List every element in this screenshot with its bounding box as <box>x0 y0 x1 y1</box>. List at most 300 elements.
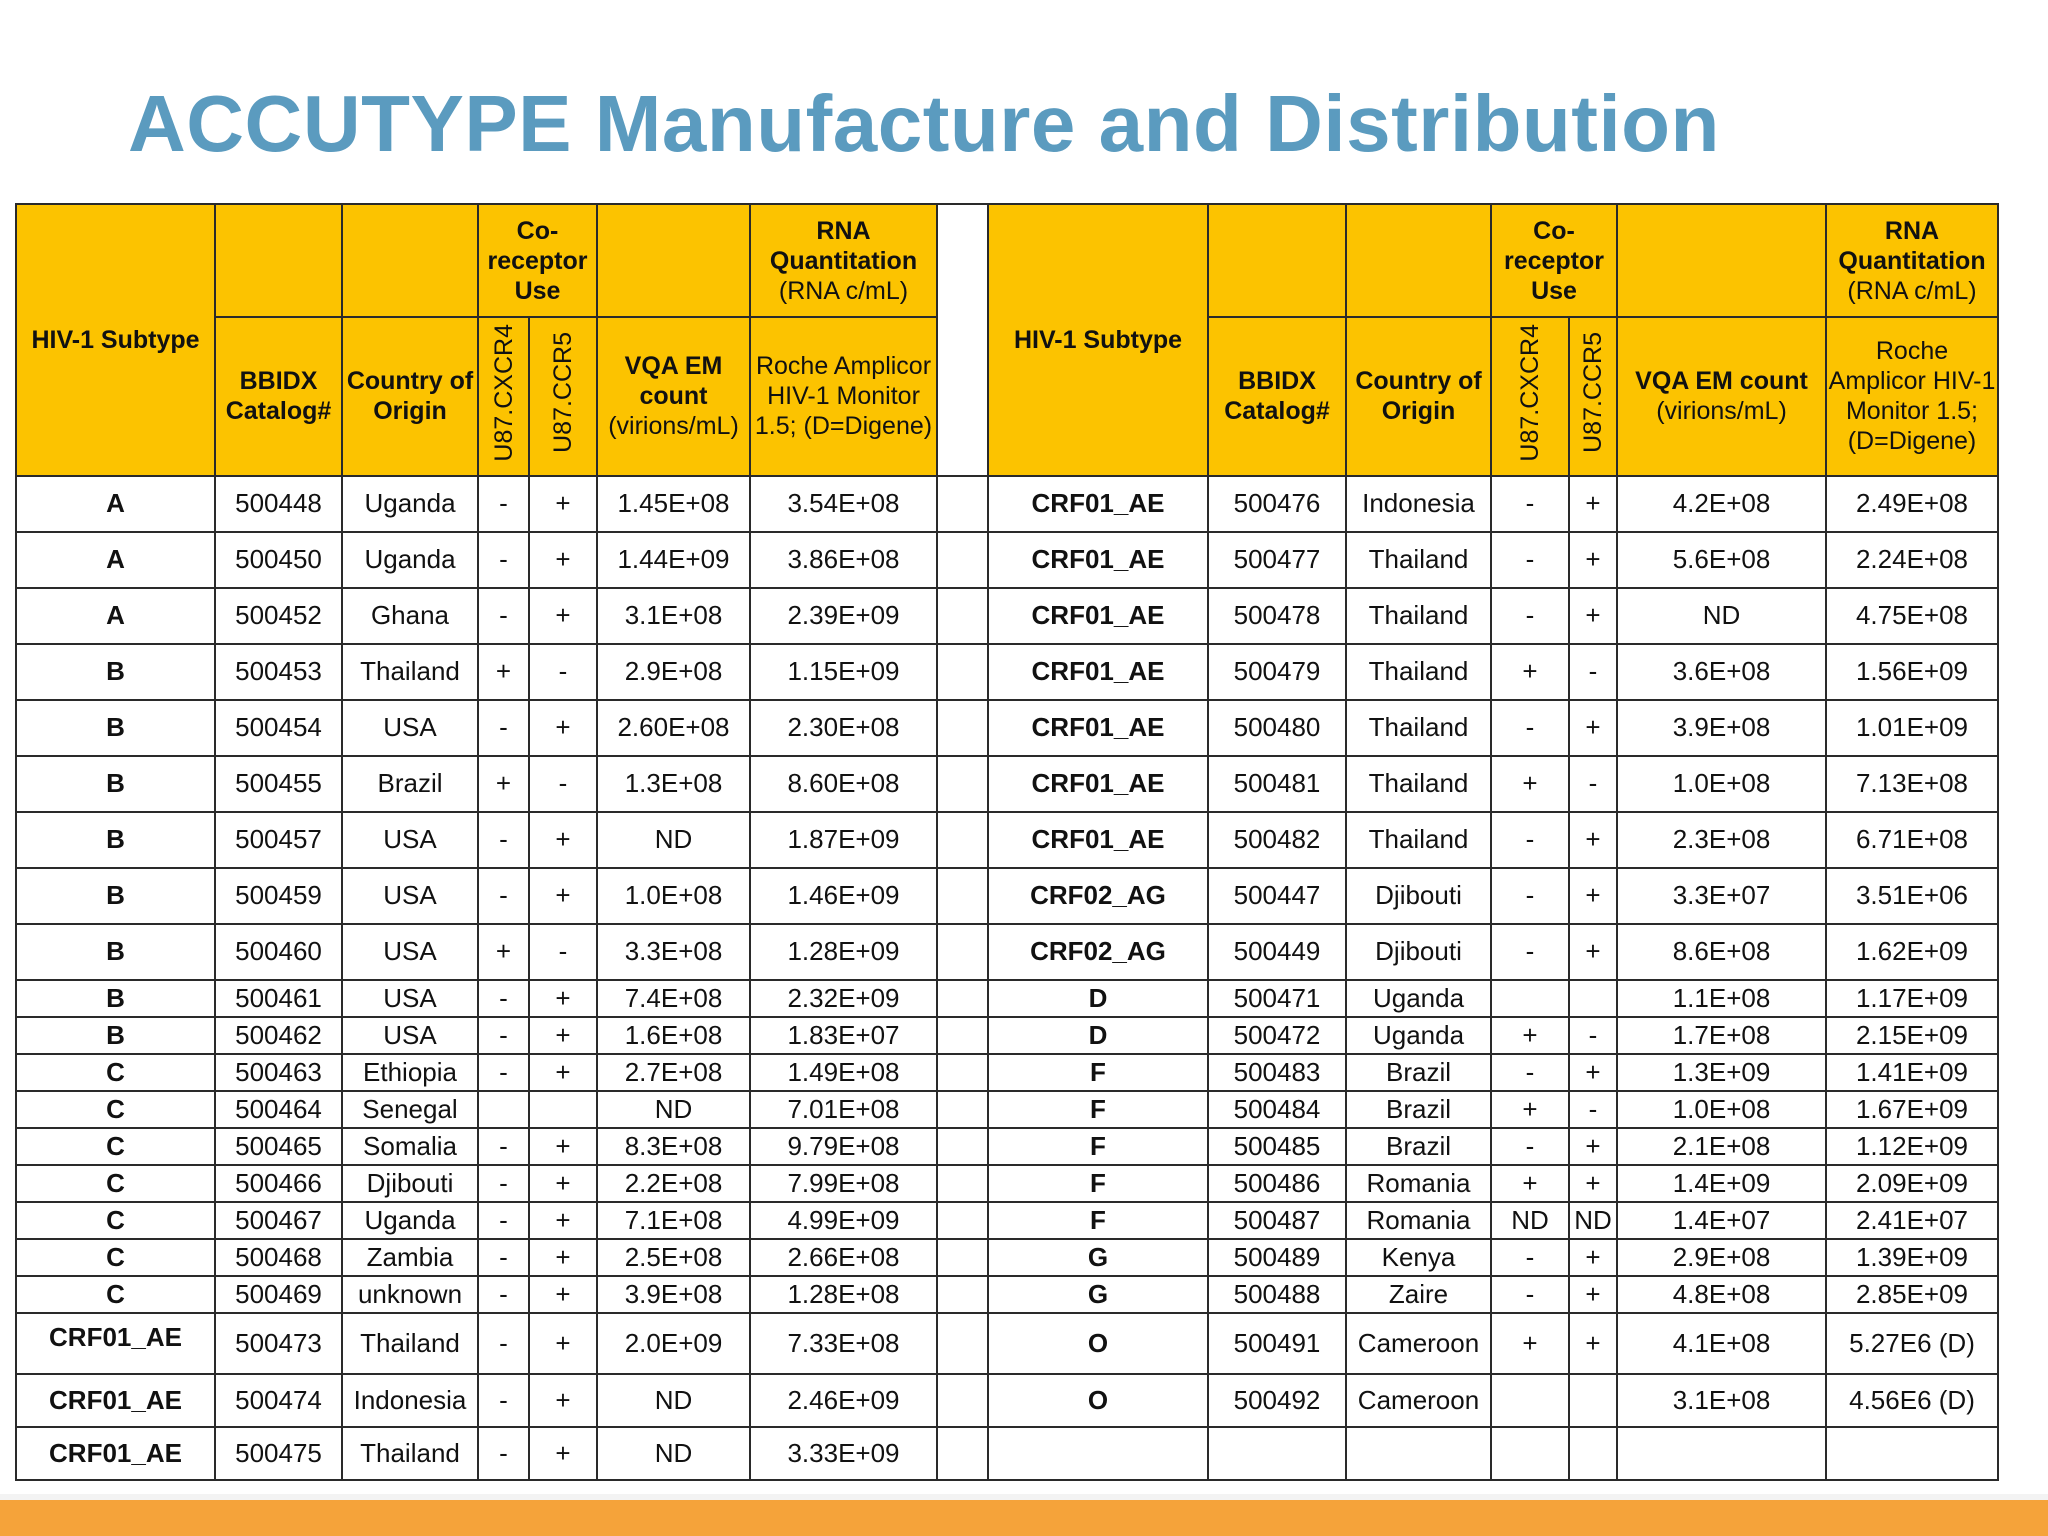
header-vqa <box>597 317 750 476</box>
right-rna-count-cell: 1.67E+09 <box>1826 1091 1998 1128</box>
right-vqa-count-cell: 5.6E+08 <box>1617 532 1826 588</box>
right-cxcr4-cell: - <box>1491 868 1569 924</box>
right-subtype-cell: CRF01_AE <box>988 644 1208 700</box>
left-country-cell: Thailand <box>342 1313 478 1374</box>
left-rna-count-cell: 1.28E+09 <box>750 924 937 980</box>
right-rna-count-cell: 2.85E+09 <box>1826 1276 1998 1313</box>
left-country-cell: USA <box>342 868 478 924</box>
header-catalog-right: BBIDX Catalog# <box>1208 317 1346 476</box>
right-subtype-cell <box>988 1427 1208 1480</box>
left-rna-count-cell: 7.01E+08 <box>750 1091 937 1128</box>
header-ccr5-label-right: U87.CCR5 <box>1579 332 1607 454</box>
right-catalog-cell: 500488 <box>1208 1276 1346 1313</box>
gap-cell <box>937 812 988 868</box>
right-cxcr4-cell: - <box>1491 1276 1569 1313</box>
right-cxcr4-cell: + <box>1491 1017 1569 1054</box>
right-country-cell: Djibouti <box>1346 924 1491 980</box>
header-rna-unit-right: (RNA c/mL) <box>1847 276 1977 305</box>
left-catalog-cell: 500467 <box>215 1202 342 1239</box>
gap-cell <box>937 1374 988 1427</box>
header-cxcr4-label-right: U87.CXCR4 <box>1516 324 1544 462</box>
right-country-cell: Cameroon <box>1346 1313 1491 1374</box>
left-vqa-count-cell: 2.2E+08 <box>597 1165 750 1202</box>
right-rna-count-cell: 1.56E+09 <box>1826 644 1998 700</box>
left-subtype-cell: C <box>16 1165 215 1202</box>
right-catalog-cell: 500481 <box>1208 756 1346 812</box>
left-vqa-count-cell: 7.1E+08 <box>597 1202 750 1239</box>
right-vqa-count-cell: 2.1E+08 <box>1617 1128 1826 1165</box>
left-catalog-cell: 500455 <box>215 756 342 812</box>
right-catalog-cell: 500485 <box>1208 1128 1346 1165</box>
left-rna-count-cell: 1.28E+08 <box>750 1276 937 1313</box>
left-cxcr4-cell: - <box>478 1427 529 1480</box>
left-country-cell: Ethiopia <box>342 1054 478 1091</box>
left-vqa-count-cell: 8.3E+08 <box>597 1128 750 1165</box>
right-vqa-count-cell: 4.1E+08 <box>1617 1313 1826 1374</box>
left-vqa-count-cell: 2.7E+08 <box>597 1054 750 1091</box>
left-cxcr4-cell: + <box>478 924 529 980</box>
right-vqa-count-cell <box>1617 1427 1826 1480</box>
right-cxcr4-cell: - <box>1491 532 1569 588</box>
header-ccr5-label: U87.CCR5 <box>549 332 577 454</box>
gap-cell <box>937 1091 988 1128</box>
left-subtype-cell: B <box>16 644 215 700</box>
left-subtype-cell: B <box>16 1017 215 1054</box>
gap-cell <box>937 700 988 756</box>
left-ccr5-cell <box>529 1091 597 1128</box>
right-country-cell: Romania <box>1346 1165 1491 1202</box>
footer-bar <box>0 1500 2048 1536</box>
left-country-cell: USA <box>342 1017 478 1054</box>
header-gap <box>937 204 988 476</box>
table-row <box>16 1017 1998 1054</box>
right-rna-count-cell: 7.13E+08 <box>1826 756 1998 812</box>
header-rna <box>750 204 937 317</box>
left-subtype-cell: B <box>16 924 215 980</box>
table-row <box>16 812 1998 868</box>
right-ccr5-cell <box>1569 1374 1617 1427</box>
right-country-cell: Thailand <box>1346 700 1491 756</box>
right-catalog-cell: 500447 <box>1208 868 1346 924</box>
left-cxcr4-cell: - <box>478 980 529 1017</box>
left-rna-count-cell: 2.66E+08 <box>750 1239 937 1276</box>
left-subtype-cell: A <box>16 588 215 644</box>
left-catalog-cell: 500452 <box>215 588 342 644</box>
left-catalog-cell: 500463 <box>215 1054 342 1091</box>
left-ccr5-cell: + <box>529 1202 597 1239</box>
left-catalog-cell: 500465 <box>215 1128 342 1165</box>
left-country-cell: unknown <box>342 1276 478 1313</box>
right-vqa-count-cell: 8.6E+08 <box>1617 924 1826 980</box>
left-subtype-cell: CRF01_AE <box>16 1427 215 1480</box>
right-ccr5-cell: + <box>1569 476 1617 532</box>
header-rna-right <box>1826 204 1998 317</box>
right-rna-count-cell: 5.27E6 (D) <box>1826 1313 1998 1374</box>
header-roche: Roche Amplicor HIV-1 Monitor 1.5; (D=Digene) <box>750 317 937 476</box>
header-country: Country of Origin <box>342 317 478 476</box>
left-ccr5-cell: - <box>529 924 597 980</box>
right-vqa-count-cell: 1.4E+09 <box>1617 1165 1826 1202</box>
right-ccr5-cell: - <box>1569 756 1617 812</box>
right-catalog-cell: 500476 <box>1208 476 1346 532</box>
left-rna-count-cell: 3.54E+08 <box>750 476 937 532</box>
left-vqa-count-cell: 1.44E+09 <box>597 532 750 588</box>
header-blank <box>1346 204 1491 317</box>
right-country-cell: Uganda <box>1346 980 1491 1017</box>
left-country-cell: Uganda <box>342 476 478 532</box>
right-cxcr4-cell <box>1491 1427 1569 1480</box>
right-cxcr4-cell <box>1491 980 1569 1017</box>
right-rna-count-cell <box>1826 1427 1998 1480</box>
left-cxcr4-cell: - <box>478 1017 529 1054</box>
header-roche-right: Roche Amplicor HIV-1 Monitor 1.5; (D=Digene) <box>1826 317 1998 476</box>
left-vqa-count-cell: 3.3E+08 <box>597 924 750 980</box>
right-rna-count-cell: 2.15E+09 <box>1826 1017 1998 1054</box>
left-subtype-cell: B <box>16 868 215 924</box>
left-catalog-cell: 500453 <box>215 644 342 700</box>
table-row <box>16 700 1998 756</box>
left-country-cell: Thailand <box>342 644 478 700</box>
right-cxcr4-cell: + <box>1491 1313 1569 1374</box>
right-country-cell: Cameroon <box>1346 1374 1491 1427</box>
right-country-cell <box>1346 1427 1491 1480</box>
right-ccr5-cell: + <box>1569 1313 1617 1374</box>
left-ccr5-cell: + <box>529 1239 597 1276</box>
right-rna-count-cell: 1.41E+09 <box>1826 1054 1998 1091</box>
right-rna-count-cell: 2.24E+08 <box>1826 532 1998 588</box>
left-rna-count-cell: 2.32E+09 <box>750 980 937 1017</box>
table-row <box>16 644 1998 700</box>
left-subtype-cell: B <box>16 812 215 868</box>
left-cxcr4-cell: - <box>478 1313 529 1374</box>
right-vqa-count-cell: 2.3E+08 <box>1617 812 1826 868</box>
table-row <box>16 1165 1998 1202</box>
left-rna-count-cell: 1.46E+09 <box>750 868 937 924</box>
gap-cell <box>937 756 988 812</box>
right-rna-count-cell: 4.75E+08 <box>1826 588 1998 644</box>
left-ccr5-cell: + <box>529 1276 597 1313</box>
left-ccr5-cell: + <box>529 812 597 868</box>
right-rna-count-cell: 1.17E+09 <box>1826 980 1998 1017</box>
left-country-cell: Ghana <box>342 588 478 644</box>
gap-cell <box>937 868 988 924</box>
header-vqa-title: VQA EM count <box>624 352 723 411</box>
right-catalog-cell: 500472 <box>1208 1017 1346 1054</box>
right-ccr5-cell: - <box>1569 1017 1617 1054</box>
left-vqa-count-cell: 2.0E+09 <box>597 1313 750 1374</box>
left-ccr5-cell: + <box>529 476 597 532</box>
table-row <box>16 1091 1998 1128</box>
left-cxcr4-cell: - <box>478 1239 529 1276</box>
header-cxcr4 <box>478 317 529 476</box>
right-country-cell: Kenya <box>1346 1239 1491 1276</box>
right-vqa-count-cell: 4.8E+08 <box>1617 1276 1826 1313</box>
right-cxcr4-cell: - <box>1491 700 1569 756</box>
left-cxcr4-cell: - <box>478 1054 529 1091</box>
right-subtype-cell: CRF01_AE <box>988 812 1208 868</box>
right-country-cell: Thailand <box>1346 532 1491 588</box>
right-cxcr4-cell: - <box>1491 476 1569 532</box>
left-rna-count-cell: 4.99E+09 <box>750 1202 937 1239</box>
right-catalog-cell: 500477 <box>1208 532 1346 588</box>
right-ccr5-cell: + <box>1569 700 1617 756</box>
right-catalog-cell: 500482 <box>1208 812 1346 868</box>
right-country-cell: Djibouti <box>1346 868 1491 924</box>
left-cxcr4-cell: - <box>478 1165 529 1202</box>
left-country-cell: Indonesia <box>342 1374 478 1427</box>
table-body <box>16 476 1998 1480</box>
left-vqa-count-cell: 1.6E+08 <box>597 1017 750 1054</box>
right-vqa-count-cell: 1.0E+08 <box>1617 1091 1826 1128</box>
right-country-cell: Zaire <box>1346 1276 1491 1313</box>
left-cxcr4-cell: - <box>478 1276 529 1313</box>
right-ccr5-cell: + <box>1569 1165 1617 1202</box>
right-vqa-count-cell: 3.6E+08 <box>1617 644 1826 700</box>
left-subtype-cell: B <box>16 980 215 1017</box>
right-cxcr4-cell: + <box>1491 1165 1569 1202</box>
right-ccr5-cell: + <box>1569 532 1617 588</box>
right-rna-count-cell: 6.71E+08 <box>1826 812 1998 868</box>
gap-cell <box>937 1427 988 1480</box>
left-ccr5-cell: + <box>529 980 597 1017</box>
left-subtype-cell: C <box>16 1239 215 1276</box>
left-catalog-cell: 500454 <box>215 700 342 756</box>
left-catalog-cell: 500466 <box>215 1165 342 1202</box>
header-vqa-title-right: VQA EM count <box>1635 367 1808 396</box>
left-subtype-cell: A <box>16 476 215 532</box>
right-country-cell: Brazil <box>1346 1128 1491 1165</box>
right-country-cell: Thailand <box>1346 588 1491 644</box>
right-vqa-count-cell: 3.9E+08 <box>1617 700 1826 756</box>
left-ccr5-cell: - <box>529 644 597 700</box>
header-vqa-right <box>1617 317 1826 476</box>
right-ccr5-cell: + <box>1569 924 1617 980</box>
right-subtype-cell: G <box>988 1239 1208 1276</box>
left-cxcr4-cell: - <box>478 1128 529 1165</box>
right-subtype-cell: CRF01_AE <box>988 756 1208 812</box>
left-country-cell: Senegal <box>342 1091 478 1128</box>
left-cxcr4-cell: - <box>478 588 529 644</box>
table-row <box>16 924 1998 980</box>
right-subtype-cell: F <box>988 1202 1208 1239</box>
header-subtype: HIV-1 Subtype <box>16 204 215 476</box>
right-vqa-count-cell: 1.7E+08 <box>1617 1017 1826 1054</box>
table-row <box>16 1239 1998 1276</box>
header-coreceptor-right: Co-receptor Use <box>1491 204 1617 317</box>
left-cxcr4-cell: + <box>478 756 529 812</box>
left-catalog-cell: 500474 <box>215 1374 342 1427</box>
right-ccr5-cell: + <box>1569 1239 1617 1276</box>
gap-cell <box>937 1276 988 1313</box>
right-vqa-count-cell: 1.0E+08 <box>1617 756 1826 812</box>
right-rna-count-cell: 1.01E+09 <box>1826 700 1998 756</box>
table-row <box>16 1054 1998 1091</box>
right-subtype-cell: CRF01_AE <box>988 476 1208 532</box>
gap-cell <box>937 1128 988 1165</box>
left-rna-count-cell: 1.87E+09 <box>750 812 937 868</box>
left-rna-count-cell: 7.33E+08 <box>750 1313 937 1374</box>
right-cxcr4-cell: - <box>1491 812 1569 868</box>
right-cxcr4-cell: - <box>1491 1054 1569 1091</box>
left-ccr5-cell: + <box>529 1017 597 1054</box>
header-blank <box>597 204 750 317</box>
table-row <box>16 1374 1998 1427</box>
left-subtype-cell: A <box>16 532 215 588</box>
left-country-cell: Zambia <box>342 1239 478 1276</box>
right-ccr5-cell: + <box>1569 812 1617 868</box>
header-blank <box>215 204 342 317</box>
gap-cell <box>937 532 988 588</box>
left-cxcr4-cell: - <box>478 1202 529 1239</box>
header-rna-title-right: RNA Quantitation <box>1838 216 1986 275</box>
left-rna-count-cell: 8.60E+08 <box>750 756 937 812</box>
left-vqa-count-cell: 7.4E+08 <box>597 980 750 1017</box>
left-ccr5-cell: + <box>529 588 597 644</box>
right-rna-count-cell: 2.09E+09 <box>1826 1165 1998 1202</box>
right-ccr5-cell: + <box>1569 868 1617 924</box>
right-subtype-cell: CRF01_AE <box>988 532 1208 588</box>
left-cxcr4-cell: - <box>478 812 529 868</box>
right-rna-count-cell: 2.41E+07 <box>1826 1202 1998 1239</box>
right-rna-count-cell: 1.39E+09 <box>1826 1239 1998 1276</box>
left-cxcr4-cell: - <box>478 532 529 588</box>
table-row <box>16 756 1998 812</box>
right-ccr5-cell <box>1569 980 1617 1017</box>
right-rna-count-cell: 2.49E+08 <box>1826 476 1998 532</box>
right-country-cell: Uganda <box>1346 1017 1491 1054</box>
right-catalog-cell: 500487 <box>1208 1202 1346 1239</box>
right-country-cell: Romania <box>1346 1202 1491 1239</box>
right-catalog-cell: 500480 <box>1208 700 1346 756</box>
header-rna-unit: (RNA c/mL) <box>778 276 909 305</box>
right-subtype-cell: CRF01_AE <box>988 700 1208 756</box>
right-subtype-cell: O <box>988 1313 1208 1374</box>
right-country-cell: Brazil <box>1346 1091 1491 1128</box>
gap-cell <box>937 588 988 644</box>
right-subtype-cell: CRF01_AE <box>988 588 1208 644</box>
left-subtype-cell: C <box>16 1276 215 1313</box>
right-rna-count-cell: 4.56E6 (D) <box>1826 1374 1998 1427</box>
right-catalog-cell: 500479 <box>1208 644 1346 700</box>
right-vqa-count-cell: ND <box>1617 588 1826 644</box>
header-vqa-unit: (virions/mL) <box>608 412 739 441</box>
right-ccr5-cell: - <box>1569 1091 1617 1128</box>
table-row <box>16 1128 1998 1165</box>
right-cxcr4-cell: - <box>1491 1128 1569 1165</box>
left-rna-count-cell: 3.86E+08 <box>750 532 937 588</box>
left-catalog-cell: 500469 <box>215 1276 342 1313</box>
right-cxcr4-cell: - <box>1491 588 1569 644</box>
right-ccr5-cell <box>1569 1427 1617 1480</box>
left-country-cell: USA <box>342 980 478 1017</box>
right-vqa-count-cell: 1.3E+09 <box>1617 1054 1826 1091</box>
right-ccr5-cell: + <box>1569 1276 1617 1313</box>
left-catalog-cell: 500457 <box>215 812 342 868</box>
right-ccr5-cell: - <box>1569 644 1617 700</box>
right-country-cell: Indonesia <box>1346 476 1491 532</box>
left-catalog-cell: 500464 <box>215 1091 342 1128</box>
right-vqa-count-cell: 1.4E+07 <box>1617 1202 1826 1239</box>
left-ccr5-cell: + <box>529 1165 597 1202</box>
left-ccr5-cell: - <box>529 756 597 812</box>
left-rna-count-cell: 2.30E+08 <box>750 700 937 756</box>
right-cxcr4-cell: + <box>1491 756 1569 812</box>
left-subtype-cell: C <box>16 1054 215 1091</box>
right-ccr5-cell: + <box>1569 1054 1617 1091</box>
header-blank <box>1208 204 1346 317</box>
left-subtype-cell: B <box>16 700 215 756</box>
gap-cell <box>937 980 988 1017</box>
right-subtype-cell: F <box>988 1165 1208 1202</box>
gap-cell <box>937 1054 988 1091</box>
left-country-cell: USA <box>342 812 478 868</box>
right-country-cell: Thailand <box>1346 812 1491 868</box>
slide-title: ACCUTYPE Manufacture and Distribution <box>128 79 1720 168</box>
left-vqa-count-cell: 1.3E+08 <box>597 756 750 812</box>
right-subtype-cell: F <box>988 1091 1208 1128</box>
header-subtype-right: HIV-1 Subtype <box>988 204 1208 476</box>
gap-cell <box>937 1165 988 1202</box>
left-vqa-count-cell: 3.9E+08 <box>597 1276 750 1313</box>
left-cxcr4-cell: + <box>478 644 529 700</box>
table-row <box>16 1276 1998 1313</box>
left-vqa-count-cell: 2.5E+08 <box>597 1239 750 1276</box>
left-rna-count-cell: 2.46E+09 <box>750 1374 937 1427</box>
left-rna-count-cell: 1.83E+07 <box>750 1017 937 1054</box>
right-ccr5-cell: + <box>1569 1128 1617 1165</box>
right-country-cell: Brazil <box>1346 1054 1491 1091</box>
left-catalog-cell: 500475 <box>215 1427 342 1480</box>
left-vqa-count-cell: ND <box>597 1374 750 1427</box>
right-rna-count-cell: 1.12E+09 <box>1826 1128 1998 1165</box>
left-rna-count-cell: 9.79E+08 <box>750 1128 937 1165</box>
left-cxcr4-cell: - <box>478 868 529 924</box>
right-catalog-cell: 500489 <box>1208 1239 1346 1276</box>
left-cxcr4-cell: - <box>478 700 529 756</box>
left-ccr5-cell: + <box>529 532 597 588</box>
left-country-cell: Djibouti <box>342 1165 478 1202</box>
left-catalog-cell: 500448 <box>215 476 342 532</box>
left-ccr5-cell: + <box>529 1054 597 1091</box>
right-rna-count-cell: 1.62E+09 <box>1826 924 1998 980</box>
right-catalog-cell: 500471 <box>1208 980 1346 1017</box>
right-catalog-cell: 500484 <box>1208 1091 1346 1128</box>
right-catalog-cell: 500478 <box>1208 588 1346 644</box>
left-catalog-cell: 500450 <box>215 532 342 588</box>
gap-cell <box>937 1239 988 1276</box>
right-subtype-cell: CRF02_AG <box>988 924 1208 980</box>
header-country-right: Country of Origin <box>1346 317 1491 476</box>
right-vqa-count-cell: 3.1E+08 <box>1617 1374 1826 1427</box>
right-country-cell: Thailand <box>1346 644 1491 700</box>
left-vqa-count-cell: 3.1E+08 <box>597 588 750 644</box>
gap-cell <box>937 924 988 980</box>
left-vqa-count-cell: ND <box>597 1427 750 1480</box>
right-subtype-cell: D <box>988 980 1208 1017</box>
header-cxcr4-label: U87.CXCR4 <box>489 324 518 462</box>
subtype-table <box>15 203 1999 1481</box>
header-coreceptor: Co-receptor Use <box>478 204 597 317</box>
header-vqa-unit-right: (virions/mL) <box>1656 397 1787 426</box>
left-rna-count-cell: 1.15E+09 <box>750 644 937 700</box>
left-catalog-cell: 500459 <box>215 868 342 924</box>
left-subtype-cell: B <box>16 756 215 812</box>
table-row <box>16 868 1998 924</box>
left-rna-count-cell: 1.49E+08 <box>750 1054 937 1091</box>
left-country-cell: Uganda <box>342 532 478 588</box>
right-vqa-count-cell: 1.1E+08 <box>1617 980 1826 1017</box>
header-ccr5-right <box>1569 317 1617 476</box>
